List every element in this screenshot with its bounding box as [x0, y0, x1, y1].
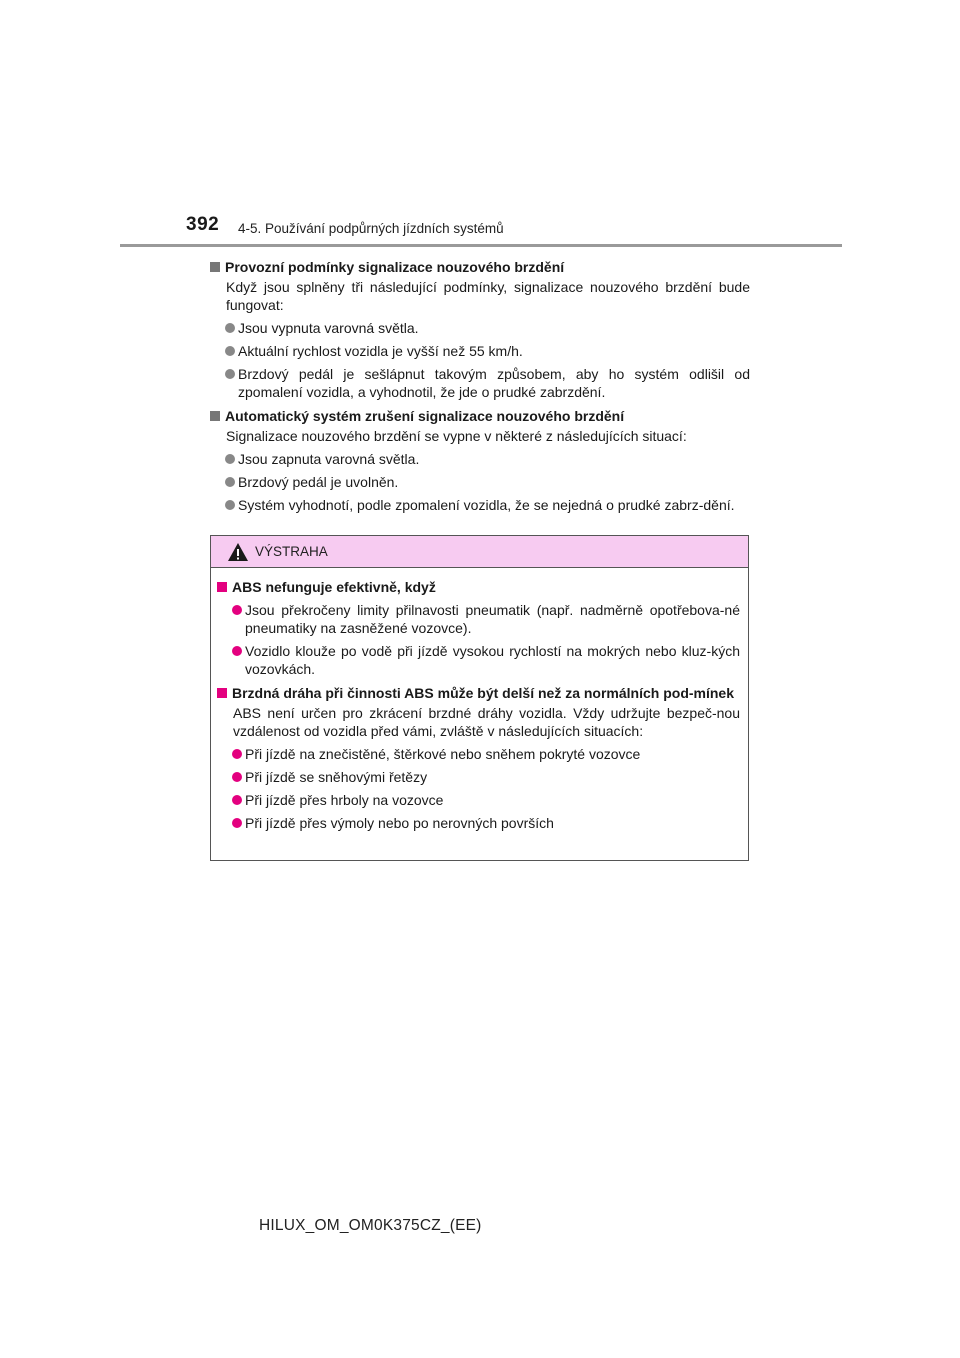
round-bullet-icon: [232, 605, 242, 615]
round-bullet-icon: [225, 369, 235, 379]
warning-section-heading: [217, 684, 740, 702]
warning-box: [210, 535, 749, 861]
page-number: 392: [186, 214, 220, 235]
warning-body: [211, 568, 748, 832]
list-item-text: Jsou překročeny limity přilnavosti pneumatik (např. nadměrně opotřebova-né pneumatiky na zasněžené vozovce).: [245, 602, 740, 636]
list-item-text: Při jízdě se sněhovými řetězy: [245, 769, 428, 785]
list-item: [210, 473, 750, 491]
section-heading: [210, 258, 750, 276]
square-bullet-icon: [217, 688, 227, 698]
list-item: [217, 768, 740, 786]
list-item-text: Při jízdě na znečistěné, štěrkové nebo sněhem pokryté vozovce: [245, 746, 641, 762]
list-item: [210, 342, 750, 360]
list-item: [210, 319, 750, 337]
list-item-text: Jsou zapnuta varovná světla.: [238, 451, 420, 467]
round-bullet-icon: [225, 346, 235, 356]
header-divider: [120, 244, 842, 247]
list-item-text: Aktuální rychlost vozidla je vyšší než 55 km/h.: [238, 343, 523, 359]
round-bullet-icon: [232, 818, 242, 828]
list-item: [217, 745, 740, 763]
warning-header: [211, 536, 748, 568]
round-bullet-icon: [225, 454, 235, 464]
square-bullet-icon: [210, 262, 220, 272]
round-bullet-icon: [225, 500, 235, 510]
round-bullet-icon: [232, 795, 242, 805]
page-header: [186, 214, 846, 244]
warning-section-heading: [217, 578, 740, 596]
list-item-text: Při jízdě přes výmoly nebo po nerovných površích: [245, 815, 554, 831]
warning-triangle-icon: [227, 542, 249, 562]
list-item-text: Při jízdě přes hrboly na vozovce: [245, 792, 444, 808]
document-code: HILUX_OM_OM0K375CZ_(EE): [259, 1217, 482, 1234]
warning-label: VÝSTRAHA: [255, 544, 328, 559]
list-item-text: Jsou vypnuta varovná světla.: [238, 320, 419, 336]
section-intro: Když jsou splněny tři následující podmínky, signalizace nouzového brzdění bude fungovat:: [226, 279, 750, 313]
round-bullet-icon: [232, 772, 242, 782]
round-bullet-icon: [232, 646, 242, 656]
round-bullet-icon: [232, 749, 242, 759]
square-bullet-icon: [217, 582, 227, 592]
square-bullet-icon: [210, 411, 220, 421]
list-item-text: Brzdový pedál je sešlápnut takovým způsobem, aby ho systém odlišil od zpomalení vozidla, a vyhodnotil, že jde o prudké zabrzdění.: [238, 366, 750, 400]
warning-section-intro: ABS není určen pro zkrácení brzdné dráhy vozidla. Vždy udržujte bezpeč-nou vzdálenost od vozidla před vámi, zvláště v následujících situacích:: [233, 705, 740, 739]
round-bullet-icon: [225, 323, 235, 333]
section-title: Provozní podmínky signalizace nouzového brzdění: [225, 259, 565, 275]
section-heading: [210, 407, 750, 425]
list-item: [217, 642, 740, 678]
list-item: [210, 496, 750, 514]
list-item: [217, 601, 740, 637]
list-item: [210, 450, 750, 468]
section-title: Automatický systém zrušení signalizace nouzového brzdění: [225, 408, 625, 424]
list-item-text: Brzdový pedál je uvolněn.: [238, 474, 399, 490]
round-bullet-icon: [225, 477, 235, 487]
list-item-text: Vozidlo klouže po vodě při jízdě vysokou rychlostí na mokrých nebo kluz-kých vozovkách.: [245, 643, 740, 677]
section-intro: Signalizace nouzového brzdění se vypne v některé z následujících situací:: [226, 428, 687, 444]
warning-section-title: Brzdná dráha při činnosti ABS může být delší než za normálních pod-mínek: [232, 685, 735, 701]
warning-section-title: ABS nefunguje efektivně, když: [232, 579, 436, 595]
list-item-text: Systém vyhodnotí, podle zpomalení vozidla, že se nejedná o prudké zabrz-dění.: [238, 497, 735, 513]
list-item: [217, 814, 740, 832]
list-item: [210, 365, 750, 401]
main-content: [210, 254, 750, 514]
chapter-title: 4-5. Používání podpůrných jízdních systémů: [238, 221, 504, 236]
list-item: [217, 791, 740, 809]
